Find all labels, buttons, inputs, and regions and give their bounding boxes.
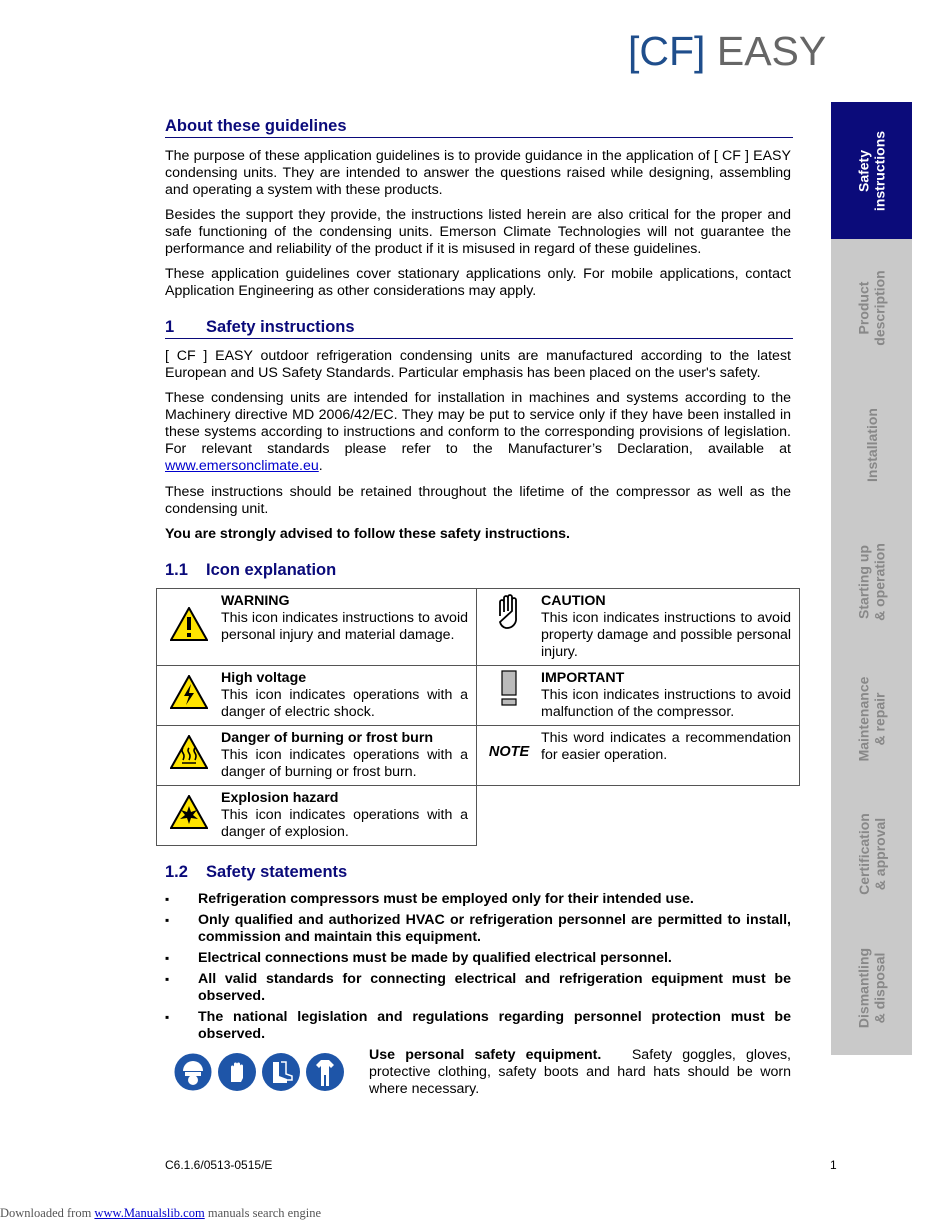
icon-table bbox=[156, 588, 800, 846]
important-text: This icon indicates instructions to avoid malfunction of the compressor. bbox=[541, 687, 791, 720]
important-title: IMPORTANT bbox=[541, 670, 625, 686]
warning-cell bbox=[157, 589, 477, 666]
safety-advice: You are strongly advised to follow these safety instructions. bbox=[165, 526, 570, 542]
logo-bracket-text: [CF] bbox=[628, 28, 706, 74]
tab-starting-up-operation[interactable]: Starting up & operation bbox=[855, 542, 888, 621]
emerson-link[interactable]: www.emersonclimate.eu bbox=[165, 458, 319, 474]
note-label: NOTE bbox=[488, 743, 530, 760]
logo-word: EASY bbox=[716, 28, 827, 74]
caution-text: This icon indicates instructions to avoid property damage and possible personal injury. bbox=[541, 610, 791, 660]
burn-title: Danger of burning or frost burn bbox=[221, 730, 434, 746]
document-code: C6.1.6/0513-0515/E bbox=[165, 1158, 273, 1172]
about-paragraph-3: These application guidelines cover stationary applications only. For mobile applications, contact Application Engineering as other considerations may apply. bbox=[165, 266, 791, 299]
tab-maintenance-repair[interactable]: Maintenance & repair bbox=[855, 676, 888, 761]
about-paragraph-1: The purpose of these application guidelines is to provide guidance in the application of [ CF ] EASY condensing units. They are intended to answer the questions raised while designing, assembling and operating a system with these products. bbox=[165, 148, 791, 198]
burn-cell bbox=[157, 726, 477, 786]
lightning-triangle-icon bbox=[157, 666, 221, 718]
caution-title: CAUTION bbox=[541, 593, 606, 609]
gloves-icon bbox=[217, 1052, 257, 1092]
tab-certification-approval[interactable]: Certification & approval bbox=[855, 813, 888, 895]
about-heading: About these guidelines bbox=[165, 117, 793, 138]
explosion-title: Explosion hazard bbox=[221, 790, 339, 806]
caution-cell bbox=[477, 589, 800, 666]
tab-installation[interactable]: Installation bbox=[863, 407, 880, 482]
explosion-cell bbox=[157, 786, 477, 846]
explosion-triangle-icon bbox=[157, 786, 221, 838]
list-item: ▪ Refrigeration compressors must be employed only for their intended use. bbox=[165, 891, 791, 908]
list-item: ▪ All valid standards for connecting electrical and refrigeration equipment must be observed. bbox=[165, 971, 791, 1005]
section-sidebar bbox=[831, 102, 912, 1055]
protective-clothing-icon bbox=[305, 1052, 345, 1092]
tab-dismantling-disposal[interactable]: Dismantling & disposal bbox=[855, 947, 888, 1029]
list-item: ▪ Electrical connections must be made by qualified electrical personnel. bbox=[165, 950, 791, 967]
exclamation-bar-icon bbox=[477, 666, 541, 710]
high-voltage-text: This icon indicates operations with a danger of electric shock. bbox=[221, 687, 468, 720]
about-paragraph-2: Besides the support they provide, the instructions listed herein are also critical for the proper and safe functioning of the condensing units. Emerson Climate Technologies will not guarantee the performance and reliability of the product if it is misused in regard of these guidelines. bbox=[165, 207, 791, 257]
warning-title: WARNING bbox=[221, 593, 290, 609]
burn-text: This icon indicates operations with a danger of burning or frost burn. bbox=[221, 747, 468, 780]
safety-paragraph-2: These condensing units are intended for installation in machines and systems according to the Machinery directive MD 2006/42/EC. They may be put to service only if they have been installed in these systems according to instructions and conform to the corresponding provisions of legislation. For relevant standards please refer to the Manufacturer’s Declaration, available at www.emersonclimate.eu. bbox=[165, 390, 791, 474]
tab-safety-instructions[interactable]: Safety instructions bbox=[831, 102, 912, 239]
hand-icon bbox=[477, 589, 541, 634]
section-1-heading: 1 Safety instructions bbox=[165, 318, 793, 339]
note-text: This word indicates a recommendation for easier operation. bbox=[541, 730, 791, 763]
warning-text: This icon indicates instructions to avoid personal injury and material damage. bbox=[221, 610, 468, 643]
note-cell bbox=[477, 726, 800, 786]
explosion-text: This icon indicates operations with a danger of explosion. bbox=[221, 807, 468, 840]
tab-product-description[interactable]: Product description bbox=[855, 269, 888, 346]
ppe-icons bbox=[173, 1052, 345, 1092]
safety-paragraph-1: [ CF ] EASY outdoor refrigeration condensing units are manufactured according to the latest European and US Safety Standards. Particular emphasis has been placed on the user's safety. bbox=[165, 348, 791, 381]
hot-surface-triangle-icon bbox=[157, 726, 221, 778]
cf-easy-logo bbox=[628, 28, 826, 75]
safety-statements-list bbox=[165, 891, 791, 1047]
download-notice: Downloaded from www.Manualslib.com manuals search engine bbox=[0, 1206, 321, 1220]
high-voltage-cell bbox=[157, 666, 477, 726]
list-item: ▪ Only qualified and authorized HVAC or refrigeration personnel are permitted to install, commission and maintain this equipment. bbox=[165, 912, 791, 946]
helmet-goggles-icon bbox=[173, 1052, 213, 1092]
ppe-text: Use personal safety equipment. Safety goggles, gloves, protective clothing, safety boots and hard hats should be worn where necessary. bbox=[369, 1047, 791, 1097]
safety-paragraph-3: These instructions should be retained throughout the lifetime of the compressor as well as the condensing unit. bbox=[165, 484, 791, 517]
section-1-1-heading: 1.1 Icon explanation bbox=[165, 561, 337, 579]
safety-boots-icon bbox=[261, 1052, 301, 1092]
section-1-2-heading: 1.2 Safety statements bbox=[165, 863, 348, 881]
important-cell bbox=[477, 666, 800, 726]
list-item: ▪ The national legislation and regulations regarding personnel protection must be observed. bbox=[165, 1009, 791, 1043]
page-number: 1 bbox=[830, 1158, 837, 1172]
high-voltage-title: High voltage bbox=[221, 670, 307, 686]
warning-triangle-icon bbox=[157, 589, 221, 659]
manualslib-link[interactable]: www.Manualslib.com bbox=[94, 1206, 205, 1220]
